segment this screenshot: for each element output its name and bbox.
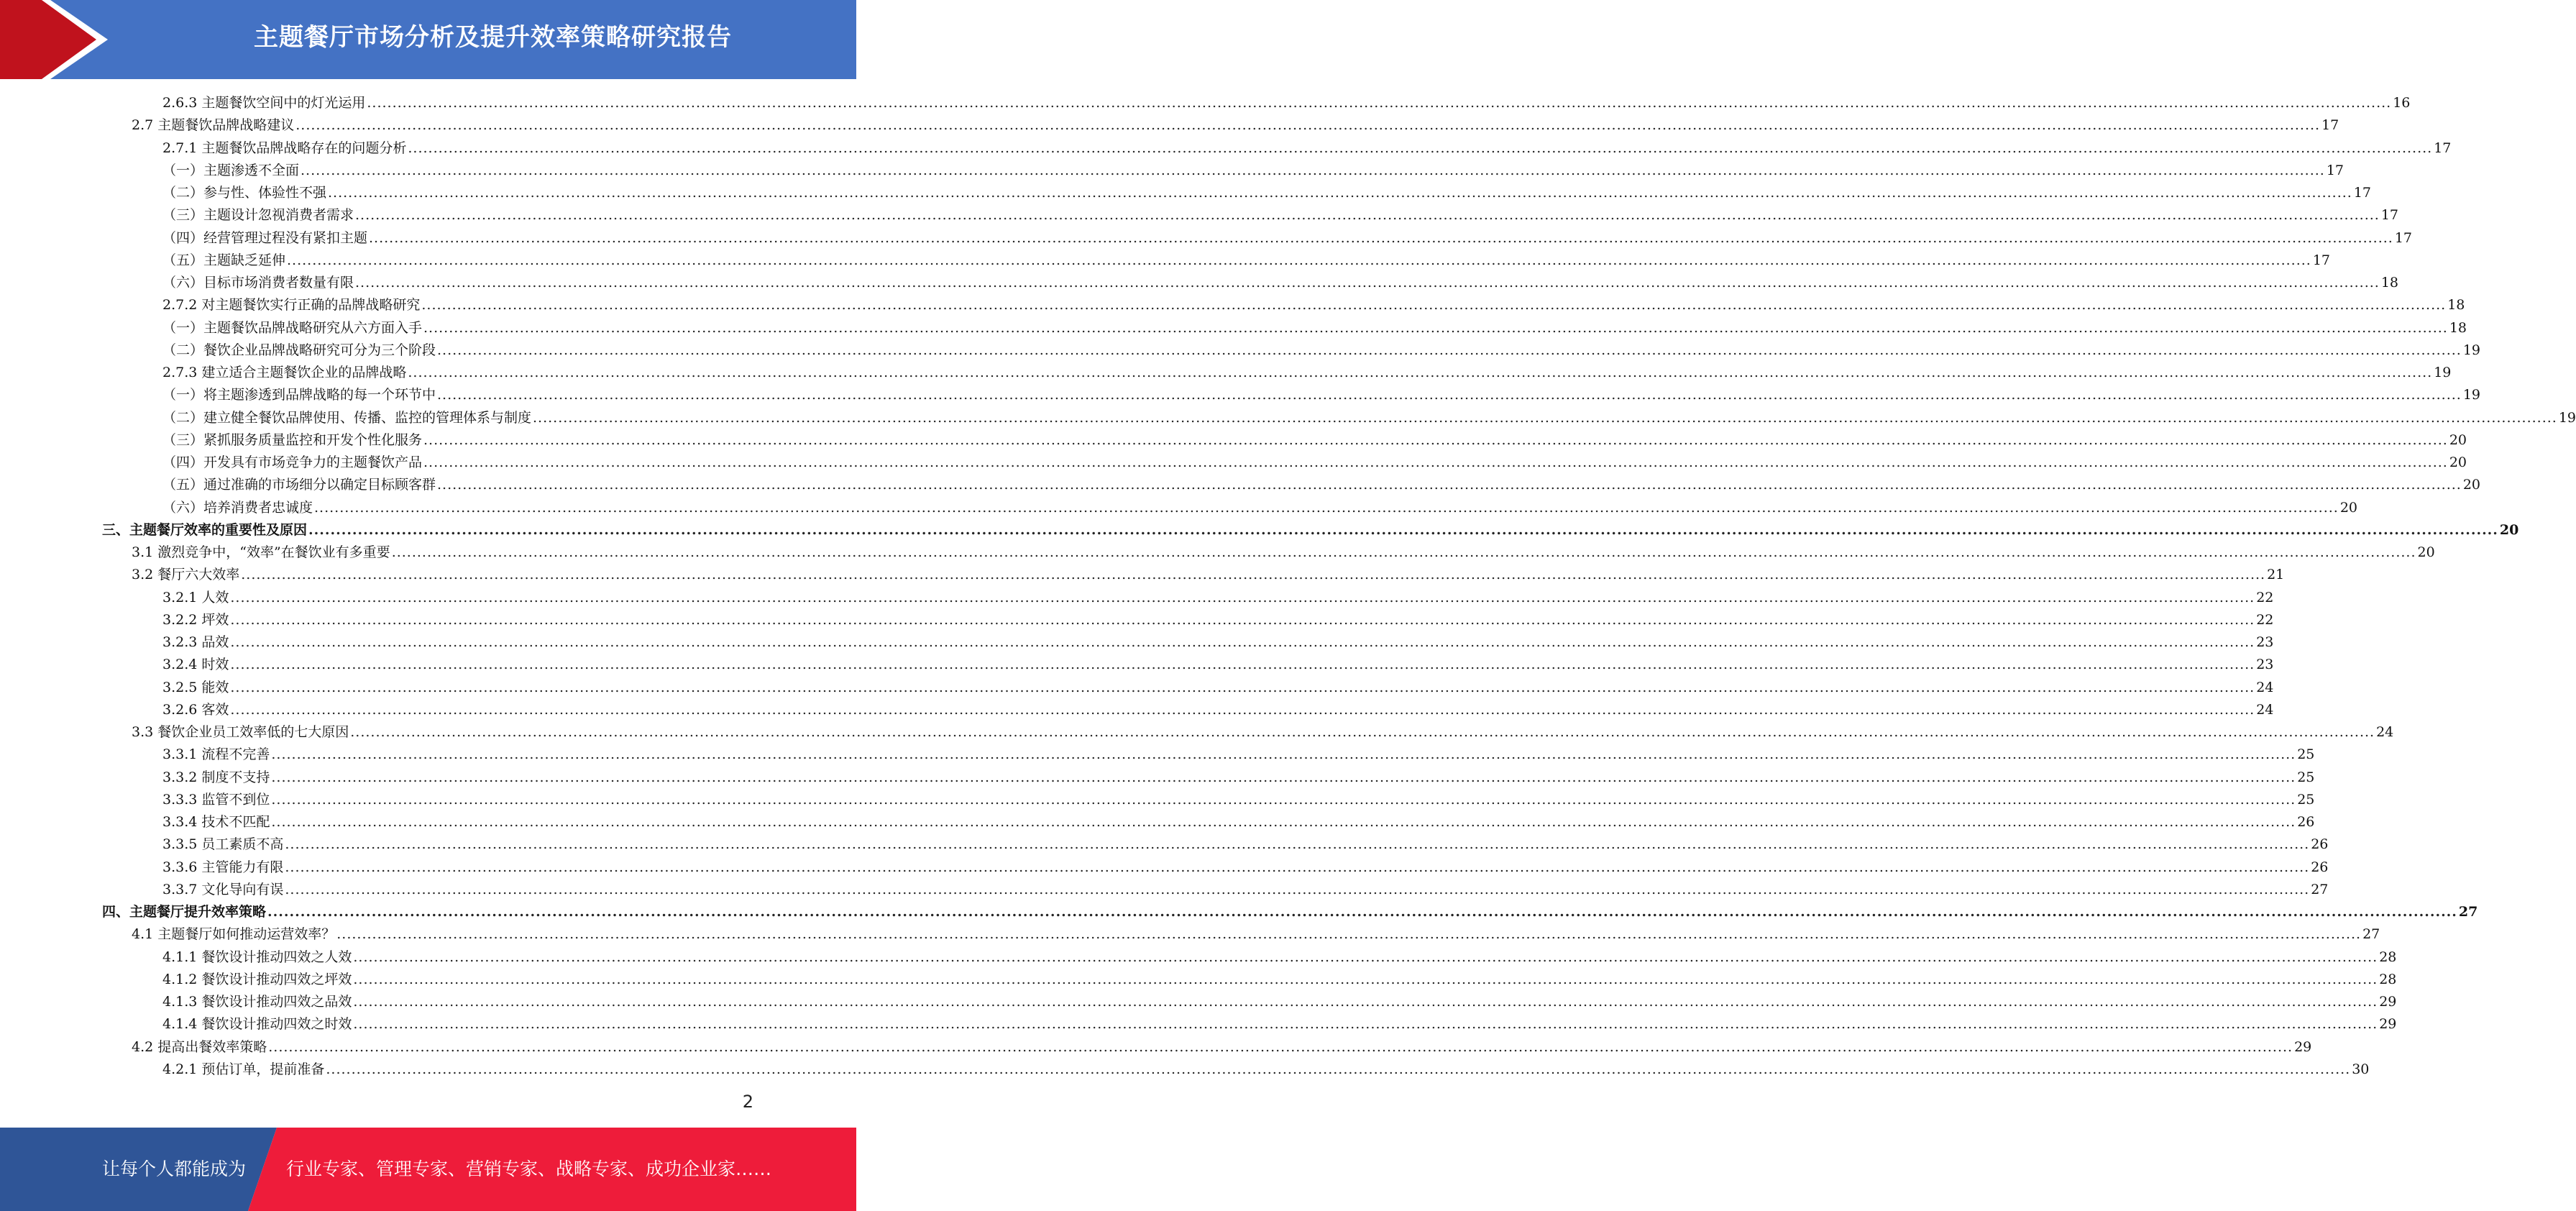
toc-entry[interactable] bbox=[162, 429, 2467, 452]
toc-leader-dots: ................................................................................................................................................................................................................................................................................................................................................................................................................ bbox=[308, 522, 2498, 538]
toc-entry-page: 20 bbox=[2417, 544, 2435, 560]
toc-entry-label: 3.3.3 监管不到位 bbox=[162, 792, 270, 808]
toc-entry-page: 19 bbox=[2462, 387, 2481, 403]
toc-entry-page: 17 bbox=[2380, 207, 2399, 223]
toc-entry-page: 20 bbox=[2499, 522, 2519, 538]
toc-leader-dots: ................................................................................................................................................................................................................................................................................................................................................................................................................ bbox=[391, 544, 2416, 560]
toc-leader-dots: ................................................................................................................................................................................................................................................................................................................................................................................................................ bbox=[267, 904, 2457, 920]
toc-entry-label: 3.2.6 客效 bbox=[162, 702, 229, 718]
toc-entry[interactable] bbox=[132, 923, 2380, 946]
toc-entry-page: 29 bbox=[2379, 994, 2397, 1010]
toc-entry-label: 4.1.1 餐饮设计推动四效之人效 bbox=[162, 949, 352, 965]
toc-entry-label: （一）主题渗透不全面 bbox=[162, 163, 300, 178]
toc-leader-dots: ................................................................................................................................................................................................................................................................................................................................................................................................................ bbox=[271, 769, 2296, 785]
toc-leader-dots: ................................................................................................................................................................................................................................................................................................................................................................................................................ bbox=[230, 612, 2255, 628]
toc-entry-label: 4.2 提高出餐效率策略 bbox=[132, 1039, 267, 1055]
toc-entry[interactable] bbox=[162, 497, 2358, 519]
toc-entry-page: 20 bbox=[2449, 432, 2467, 448]
toc-entry-page: 29 bbox=[2294, 1039, 2312, 1055]
toc-entry-page: 24 bbox=[2256, 680, 2274, 695]
toc-leader-dots: ................................................................................................................................................................................................................................................................................................................................................................................................................ bbox=[353, 994, 2378, 1010]
toc-entry-page: 17 bbox=[2312, 252, 2331, 268]
toc-entry-label: 3.3.6 主管能力有限 bbox=[162, 859, 284, 875]
toc-entry-label: 4.1.4 餐饮设计推动四效之时效 bbox=[162, 1016, 352, 1032]
toc-entry[interactable] bbox=[162, 587, 2274, 609]
toc-entry-label: 3.2.3 品效 bbox=[162, 634, 229, 650]
toc-entry[interactable] bbox=[132, 114, 2339, 137]
toc-entry[interactable] bbox=[162, 384, 2481, 406]
toc-entry[interactable] bbox=[132, 721, 2394, 744]
toc-entry[interactable] bbox=[162, 137, 2452, 160]
toc-leader-dots: ................................................................................................................................................................................................................................................................................................................................................................................................................ bbox=[353, 949, 2378, 965]
toc-leader-dots: ................................................................................................................................................................................................................................................................................................................................................................................................................ bbox=[230, 590, 2255, 606]
toc-entry[interactable] bbox=[162, 204, 2399, 227]
toc-entry-label: 4.1.2 餐饮设计推动四效之坪效 bbox=[162, 972, 352, 987]
toc-entry-label: 4.2.1 预估订单，提前准备 bbox=[162, 1061, 325, 1077]
toc-entry-label: 3.2.5 能效 bbox=[162, 680, 229, 695]
toc-leader-dots: ................................................................................................................................................................................................................................................................................................................................................................................................................ bbox=[423, 320, 2448, 336]
toc-entry-page: 20 bbox=[2449, 454, 2467, 470]
toc-entry[interactable] bbox=[162, 92, 2411, 114]
toc-leader-dots: ................................................................................................................................................................................................................................................................................................................................................................................................................ bbox=[437, 477, 2462, 493]
toc-entry-page: 18 bbox=[2380, 275, 2399, 291]
toc-entry-label: （五）通过准确的市场细分以确定目标顾客群 bbox=[162, 477, 436, 493]
footer-slogan-left: 让每个人都能成为 bbox=[102, 1159, 247, 1179]
toc-leader-dots: ................................................................................................................................................................................................................................................................................................................................................................................................................ bbox=[301, 163, 2325, 178]
toc-leader-dots: ................................................................................................................................................................................................................................................................................................................................................................................................................ bbox=[423, 432, 2448, 448]
toc-entry-page: 20 bbox=[2462, 477, 2481, 493]
toc-entry-page: 25 bbox=[2297, 792, 2315, 808]
toc-leader-dots: ................................................................................................................................................................................................................................................................................................................................................................................................................ bbox=[336, 926, 2362, 942]
toc-entry-label: （五）主题缺乏延伸 bbox=[162, 252, 286, 268]
toc-entry[interactable] bbox=[162, 294, 2465, 316]
toc-entry-label: （六）培养消费者忠诚度 bbox=[162, 500, 313, 516]
toc-entry[interactable] bbox=[162, 811, 2315, 833]
document-title: 主题餐厅市场分析及提升效率策略研究报告 bbox=[254, 23, 732, 52]
toc-leader-dots: ................................................................................................................................................................................................................................................................................................................................................................................................................ bbox=[355, 207, 2380, 223]
toc-entry-page: 19 bbox=[2434, 365, 2452, 380]
toc-entry-page: 17 bbox=[2394, 230, 2413, 246]
toc-entry-page: 16 bbox=[2393, 95, 2411, 111]
toc-entry-page: 27 bbox=[2458, 904, 2478, 920]
toc-entry-label: （二）参与性、体验性不强 bbox=[162, 185, 327, 201]
toc-entry-label: 3.3.2 制度不支持 bbox=[162, 769, 270, 785]
toc-leader-dots: ................................................................................................................................................................................................................................................................................................................................................................................................................ bbox=[353, 1016, 2378, 1032]
toc-entry[interactable] bbox=[162, 362, 2452, 384]
toc-leader-dots: ................................................................................................................................................................................................................................................................................................................................................................................................................ bbox=[421, 297, 2447, 313]
toc-leader-dots: ................................................................................................................................................................................................................................................................................................................................................................................................................ bbox=[423, 454, 2448, 470]
toc-entry[interactable] bbox=[162, 272, 2399, 294]
toc-entry[interactable] bbox=[162, 654, 2274, 676]
toc-entry-label: 3.2.1 人效 bbox=[162, 590, 229, 606]
toc-leader-dots: ................................................................................................................................................................................................................................................................................................................................................................................................................ bbox=[295, 117, 2321, 133]
toc-leader-dots: ................................................................................................................................................................................................................................................................................................................................................................................................................ bbox=[314, 500, 2339, 516]
toc-entry-page: 28 bbox=[2379, 949, 2397, 965]
toc-entry[interactable] bbox=[162, 789, 2315, 811]
toc-leader-dots: ................................................................................................................................................................................................................................................................................................................................................................................................................ bbox=[326, 1061, 2351, 1077]
toc-leader-dots: ................................................................................................................................................................................................................................................................................................................................................................................................................ bbox=[230, 657, 2255, 672]
toc-entry-page: 19 bbox=[2462, 342, 2481, 358]
toc-entry-page: 23 bbox=[2256, 657, 2274, 672]
toc-entry[interactable] bbox=[132, 564, 2285, 586]
toc-entry[interactable] bbox=[162, 452, 2467, 474]
toc-entry-page: 27 bbox=[2311, 882, 2329, 897]
toc-leader-dots: ................................................................................................................................................................................................................................................................................................................................................................................................................ bbox=[230, 634, 2255, 650]
toc-entry[interactable] bbox=[162, 744, 2315, 766]
toc-leader-dots: ................................................................................................................................................................................................................................................................................................................................................................................................................ bbox=[230, 680, 2255, 695]
toc-leader-dots: ................................................................................................................................................................................................................................................................................................................................................................................................................ bbox=[268, 1039, 2293, 1055]
toc-entry-label: （二）餐饮企业品牌战略研究可分为三个阶段 bbox=[162, 342, 436, 358]
toc-entry[interactable] bbox=[162, 339, 2481, 362]
toc-entry-page: 22 bbox=[2256, 590, 2274, 606]
toc-entry-page: 20 bbox=[2339, 500, 2358, 516]
toc-entry-label: （三）主题设计忽视消费者需求 bbox=[162, 207, 354, 223]
toc-leader-dots: ................................................................................................................................................................................................................................................................................................................................................................................................................ bbox=[353, 972, 2378, 987]
toc-leader-dots: ................................................................................................................................................................................................................................................................................................................................................................................................................ bbox=[285, 882, 2310, 897]
toc-entry[interactable] bbox=[162, 407, 2576, 429]
toc-leader-dots: ................................................................................................................................................................................................................................................................................................................................................................................................................ bbox=[285, 836, 2310, 852]
toc-entry-label: 2.7.3 建立适合主题餐饮企业的品牌战略 bbox=[162, 365, 407, 380]
toc-entry-page: 24 bbox=[2256, 702, 2274, 718]
toc-entry-page: 29 bbox=[2379, 1016, 2397, 1032]
toc-entry-label: （四）开发具有市场竞争力的主题餐饮产品 bbox=[162, 454, 423, 470]
toc-entry[interactable] bbox=[162, 1059, 2370, 1081]
toc-leader-dots: ................................................................................................................................................................................................................................................................................................................................................................................................................ bbox=[408, 140, 2433, 156]
toc-leader-dots: ................................................................................................................................................................................................................................................................................................................................................................................................................ bbox=[328, 185, 2352, 201]
toc-leader-dots: ................................................................................................................................................................................................................................................................................................................................................................................................................ bbox=[230, 702, 2255, 718]
toc-entry-page: 17 bbox=[2326, 163, 2344, 178]
toc-entry-page: 19 bbox=[2558, 410, 2576, 426]
toc-entry-label: 四、主题餐厅提升效率策略 bbox=[102, 904, 267, 920]
toc-entry[interactable] bbox=[162, 699, 2274, 721]
toc-entry-page: 21 bbox=[2267, 567, 2285, 582]
toc-entry[interactable] bbox=[132, 541, 2435, 564]
toc-entry[interactable] bbox=[162, 969, 2397, 991]
toc-entry-label: 3.3.5 员工素质不高 bbox=[162, 836, 284, 852]
toc-entry-label: 2.6.3 主题餐饮空间中的灯光运用 bbox=[162, 95, 366, 111]
page-number: 2 bbox=[742, 1092, 753, 1112]
toc-entry-label: （六）目标市场消费者数量有限 bbox=[162, 275, 354, 291]
toc-entry-label: 3.1 激烈竞争中，“效率”在餐饮业有多重要 bbox=[132, 544, 390, 560]
toc-entry[interactable] bbox=[162, 227, 2413, 250]
toc-entry-label: （三）紧抓服务质量监控和开发个性化服务 bbox=[162, 432, 423, 448]
toc-entry[interactable] bbox=[162, 250, 2331, 272]
toc-entry-page: 23 bbox=[2256, 634, 2274, 650]
toc-entry-label: 4.1 主题餐厅如何推动运营效率？ bbox=[132, 926, 336, 942]
toc-leader-dots: ................................................................................................................................................................................................................................................................................................................................................................................................................ bbox=[355, 275, 2380, 291]
toc-leader-dots: ................................................................................................................................................................................................................................................................................................................................................................................................................ bbox=[408, 365, 2433, 380]
toc-entry[interactable] bbox=[162, 609, 2274, 631]
toc-leader-dots: ................................................................................................................................................................................................................................................................................................................................................................................................................ bbox=[437, 387, 2462, 403]
toc-entry-page: 18 bbox=[2447, 297, 2465, 313]
toc-entry-page: 30 bbox=[2352, 1061, 2370, 1077]
toc-entry-label: 3.2 餐厅六大效率 bbox=[132, 567, 240, 582]
toc-entry-page: 24 bbox=[2376, 724, 2394, 740]
toc-entry-label: 3.3.4 技术不匹配 bbox=[162, 814, 270, 830]
toc-entry-label: 3.3 餐饮企业员工效率低的七大原因 bbox=[132, 724, 349, 740]
toc-leader-dots: ................................................................................................................................................................................................................................................................................................................................................................................................................ bbox=[271, 792, 2296, 808]
toc-entry-label: （一）将主题渗透到品牌战略的每一个环节中 bbox=[162, 387, 436, 403]
toc-entry[interactable] bbox=[162, 833, 2329, 856]
header-banner bbox=[0, 0, 856, 79]
toc-entry-page: 28 bbox=[2379, 972, 2397, 987]
toc-entry-page: 17 bbox=[2321, 117, 2339, 133]
toc-entry-label: 3.3.1 流程不完善 bbox=[162, 746, 270, 762]
toc-entry[interactable] bbox=[162, 1013, 2397, 1036]
toc-entry[interactable] bbox=[162, 474, 2481, 496]
toc-entry-label: （四）经营管理过程没有紧扣主题 bbox=[162, 230, 368, 246]
toc-entry-page: 17 bbox=[2353, 185, 2372, 201]
toc-entry[interactable] bbox=[162, 767, 2315, 789]
toc-leader-dots: ................................................................................................................................................................................................................................................................................................................................................................................................................ bbox=[437, 342, 2462, 358]
toc-entry-page: 25 bbox=[2297, 746, 2315, 762]
toc-leader-dots: ................................................................................................................................................................................................................................................................................................................................................................................................................ bbox=[367, 95, 2392, 111]
toc-entry-label: 3.3.7 文化导向有误 bbox=[162, 882, 284, 897]
header-arrow-icon bbox=[0, 0, 115, 79]
toc-leader-dots: ................................................................................................................................................................................................................................................................................................................................................................................................................ bbox=[287, 252, 2311, 268]
toc-entry[interactable] bbox=[102, 519, 2519, 541]
toc-entry[interactable] bbox=[162, 677, 2274, 699]
toc-leader-dots: ................................................................................................................................................................................................................................................................................................................................................................................................................ bbox=[533, 410, 2557, 426]
toc-entry[interactable] bbox=[102, 901, 2478, 923]
toc-entry-label: 3.2.4 时效 bbox=[162, 657, 229, 672]
toc-entry-page: 18 bbox=[2449, 320, 2467, 336]
toc-entry[interactable] bbox=[162, 856, 2329, 879]
toc-leader-dots: ................................................................................................................................................................................................................................................................................................................................................................................................................ bbox=[350, 724, 2375, 740]
footer-banner bbox=[0, 1128, 856, 1211]
toc-leader-dots: ................................................................................................................................................................................................................................................................................................................................................................................................................ bbox=[241, 567, 2266, 582]
toc-entry[interactable] bbox=[162, 182, 2372, 204]
toc-entry[interactable] bbox=[132, 1036, 2312, 1059]
footer-slogan-right: 行业专家、管理专家、营销专家、战略专家、成功企业家…… bbox=[286, 1159, 772, 1179]
toc-leader-dots: ................................................................................................................................................................................................................................................................................................................................................................................................................ bbox=[271, 746, 2296, 762]
toc-entry[interactable] bbox=[162, 317, 2467, 339]
toc-entry-page: 26 bbox=[2297, 814, 2315, 830]
toc-leader-dots: ................................................................................................................................................................................................................................................................................................................................................................................................................ bbox=[369, 230, 2393, 246]
toc-entry-label: 三、主题餐厅效率的重要性及原因 bbox=[102, 522, 308, 538]
toc-entry-page: 26 bbox=[2311, 836, 2329, 852]
toc-entry-label: （一）主题餐饮品牌战略研究从六方面入手 bbox=[162, 320, 423, 336]
toc-leader-dots: ................................................................................................................................................................................................................................................................................................................................................................................................................ bbox=[271, 814, 2296, 830]
toc-entry[interactable] bbox=[162, 879, 2329, 901]
toc-entry-label: 2.7 主题餐饮品牌战略建议 bbox=[132, 117, 295, 133]
toc-entry-label: 2.7.2 对主题餐饮实行正确的品牌战略研究 bbox=[162, 297, 421, 313]
toc-entry-label: （二）建立健全餐饮品牌使用、传播、监控的管理体系与制度 bbox=[162, 410, 532, 426]
toc-entry-page: 25 bbox=[2297, 769, 2315, 785]
toc-entry-page: 26 bbox=[2311, 859, 2329, 875]
toc-leader-dots: ................................................................................................................................................................................................................................................................................................................................................................................................................ bbox=[285, 859, 2310, 875]
toc-entry[interactable] bbox=[162, 160, 2344, 182]
toc-entry-page: 17 bbox=[2434, 140, 2452, 156]
toc-entry[interactable] bbox=[162, 991, 2397, 1013]
toc-entry-label: 4.1.3 餐饮设计推动四效之品效 bbox=[162, 994, 352, 1010]
toc-entry-label: 2.7.1 主题餐饮品牌战略存在的问题分析 bbox=[162, 140, 407, 156]
toc-entry[interactable] bbox=[162, 631, 2274, 654]
toc-entry-page: 22 bbox=[2256, 612, 2274, 628]
toc-entry-page: 27 bbox=[2362, 926, 2380, 942]
toc-entry-label: 3.2.2 坪效 bbox=[162, 612, 229, 628]
toc-entry[interactable] bbox=[162, 946, 2397, 969]
